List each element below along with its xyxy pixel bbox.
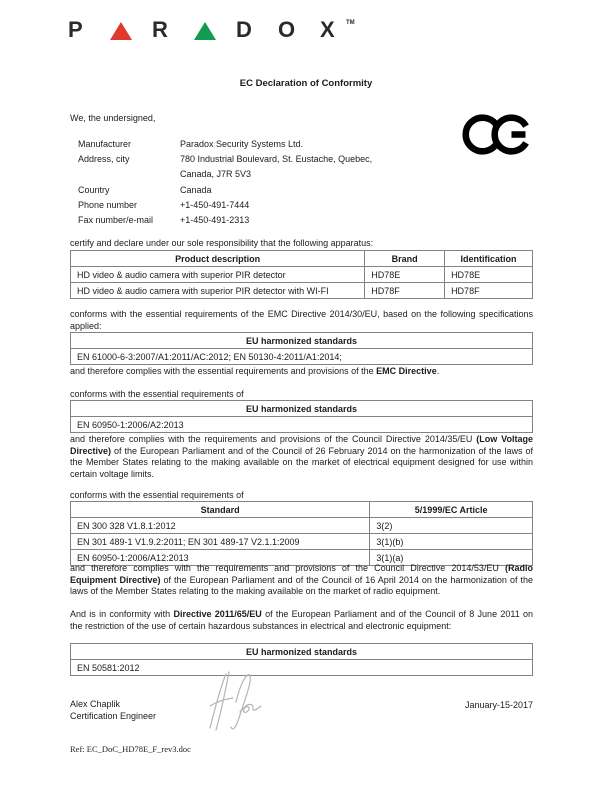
brand-header: Brand xyxy=(365,251,445,267)
standard-cell: EN 300 328 V1.8.1:2012 xyxy=(71,518,370,534)
rohs-standards-cell: EN 50581:2012 xyxy=(71,660,533,676)
identification-header: Identification xyxy=(445,251,533,267)
rohs-paragraph: And is in conformity with Directive 2011/65/EU of the European Parliament and of the Council of 8 June 2011 on the restriction of the use of certain hazardous substances in electrical and electronic equipment: xyxy=(70,609,534,631)
logo-letter-d: D xyxy=(236,17,252,42)
table-row xyxy=(71,267,533,283)
brand-cell: HD78E xyxy=(365,267,445,283)
emc-intro: conforms with the essential requirements of the EMC Directive 2014/30/EU, based on the following specifications applied: xyxy=(70,309,533,331)
signature-date: January-15-2017 xyxy=(464,700,533,710)
fax-row xyxy=(78,213,478,228)
address-line-1: 780 Industrial Boulevard, St. Eustache, Quebec, xyxy=(180,154,373,165)
article-cell: 3(1)(a) xyxy=(370,550,533,566)
table-row xyxy=(71,660,533,676)
paradox-logo xyxy=(68,19,355,41)
logo-letter-r: R xyxy=(152,17,168,42)
address-line-2: Canada, J7R 5V3 xyxy=(180,169,252,180)
country-row xyxy=(78,183,478,198)
brand-cell: HD78F xyxy=(365,283,445,299)
fax-label: Fax number/e-mail xyxy=(78,215,154,226)
table-row xyxy=(71,518,533,534)
standards-article-table xyxy=(70,501,533,566)
intro-line: We, the undersigned, xyxy=(70,113,156,123)
address-row xyxy=(78,152,478,182)
red-intro: conforms with the essential requirements of xyxy=(70,490,244,500)
fax-value: +1-450-491-2313 xyxy=(180,215,250,226)
identification-cell: HD78E xyxy=(445,267,533,283)
logo-triangle-red-icon xyxy=(110,22,132,40)
standards-table-header-row xyxy=(71,502,533,518)
standard-cell: EN 301 489-1 V1.9.2:2011; EN 301 489-17 V2.1.1:2009 xyxy=(71,534,370,550)
article-cell: 3(1)(b) xyxy=(370,534,533,550)
eu-standards-header: EU harmonized standards xyxy=(71,401,533,417)
product-description-cell: HD video & audio camera with superior PIR detector with WI-FI xyxy=(71,283,365,299)
country-label: Country xyxy=(78,184,110,195)
address-value xyxy=(180,152,478,182)
lvd-paragraph: and therefore complies with the requirements and provisions of the Council Directive 2014/35/EU (Low Voltage Directive) of the European Parliament and of the Council of 26 February 2014 on the harmonization of the laws of the Member States relating to the making available on the market of electrical equipment designed for use within certain voltage limits. xyxy=(70,434,533,479)
logo-letter-o: O xyxy=(278,17,296,42)
table-row xyxy=(71,283,533,299)
emc-standards-cell: EN 61000-6-3:2007/A1:2011/AC:2012; EN 50130-4:2011/A1:2014; xyxy=(71,349,533,365)
phone-label: Phone number xyxy=(78,199,138,210)
identification-cell: HD78F xyxy=(445,283,533,299)
eu-standards-table-rohs xyxy=(70,643,533,676)
eu-standards-header: EU harmonized standards xyxy=(71,644,533,660)
table-row xyxy=(71,417,533,433)
eu-standards-header-row xyxy=(71,401,533,417)
lvd-standards-cell: EN 60950-1:2006/A2:2013 xyxy=(71,417,533,433)
manufacturer-info xyxy=(78,137,478,228)
product-table-header-row xyxy=(71,251,533,267)
article-cell: 3(2) xyxy=(370,518,533,534)
logo-triangle-green-icon xyxy=(194,22,216,40)
page-title: EC Declaration of Conformity xyxy=(239,78,373,89)
standard-cell: EN 60950-1:2006/A12:2013 xyxy=(71,550,370,566)
address-label: Address, city xyxy=(78,154,130,165)
lvd-intro: conforms with the essential requirements of xyxy=(70,389,244,399)
product-description-cell: HD video & audio camera with superior PIR detector xyxy=(71,267,365,283)
emc-outro: and therefore complies with the essential requirements and provisions of the EMC Directive. xyxy=(70,366,440,376)
manufacturer-row xyxy=(78,137,478,152)
signatory-title: Certification Engineer xyxy=(70,710,157,721)
table-row xyxy=(71,534,533,550)
table-row xyxy=(71,349,533,365)
eu-standards-header: EU harmonized standards xyxy=(71,333,533,349)
logo-letter-p: P xyxy=(68,17,83,42)
manufacturer-value: Paradox Security Systems Ltd. xyxy=(180,139,304,149)
article-header: 5/1999/EC Article xyxy=(370,502,533,518)
product-table xyxy=(70,250,533,299)
eu-standards-header-row xyxy=(71,333,533,349)
signatory-block xyxy=(70,699,156,722)
trademark-symbol: TM xyxy=(346,20,355,26)
manufacturer-label: Manufacturer xyxy=(78,139,132,149)
eu-standards-table-lvd xyxy=(70,400,533,433)
certify-line: certify and declare under our sole responsibility that the following apparatus: xyxy=(70,238,374,248)
eu-standards-table-emc xyxy=(70,332,533,365)
phone-value: +1-450-491-7444 xyxy=(180,199,250,210)
logo-letter-x: X xyxy=(320,17,335,42)
standard-header: Standard xyxy=(71,502,370,518)
country-value: Canada xyxy=(180,184,212,195)
signatory-name: Alex Chaplik xyxy=(70,699,121,709)
product-description-header: Product description xyxy=(71,251,365,267)
eu-standards-header-row xyxy=(71,644,533,660)
phone-row xyxy=(78,198,478,213)
document-ref: Ref: EC_DoC_HD78E_F_rev3.doc xyxy=(70,744,191,754)
red-paragraph: and therefore complies with the requirements and provisions of the Council Directive 2014/53/EU (Radio Equipment Directive) of the European Parliament and of the Council of 16 April 2014 on the harmonization of the laws of the Member States relating to the making available on the market of radio equipment. xyxy=(70,563,533,596)
